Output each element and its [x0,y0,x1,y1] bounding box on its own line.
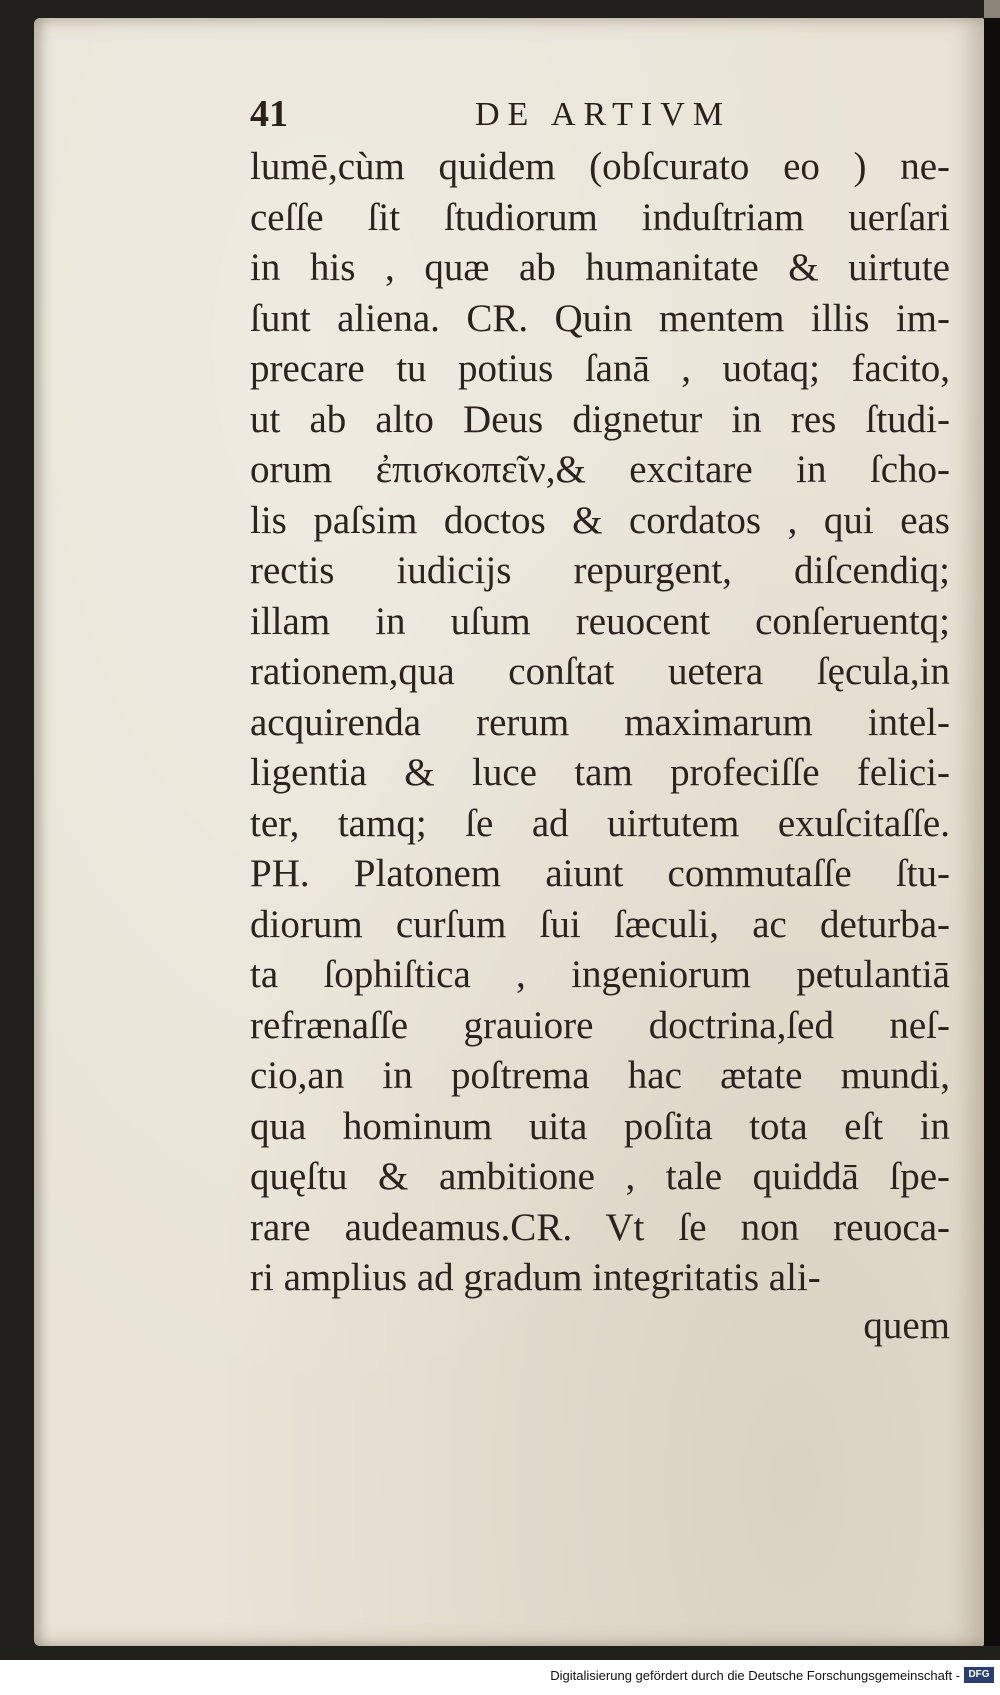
footer-bar [0,1660,1000,1695]
text-line: orum ἐπισκοπεῖν,& excitare in ſcho- [250,448,950,491]
text-line: rare audeamus.CR. Vt ſe non reuoca- [250,1205,950,1249]
text-line: rationem,qua conſtat uetera ſęcula,in [250,650,950,693]
running-head: DE ARTIVM [475,96,732,133]
digitization-credit: Digitalisierung gefördert durch die Deutsche Forschungsgemeinschaft - [550,1668,960,1683]
text-line: ſunt aliena. CR. Quin mentem illis im- [250,296,950,340]
text-line: acquirenda rerum maximarum intel- [250,700,950,744]
text-line: quęſtu & ambitione , tale quiddā ſpe- [250,1155,950,1198]
text-line: ut ab alto Deus dignetur in res ſtudi- [250,397,950,441]
text-line: ceſſe ſit ſtudiorum induſtriam uerſari [250,195,950,239]
text-block [250,142,950,1304]
text-line: lis paſsim doctos & cordatos , qui eas [250,498,950,542]
text-line: lumē,cùm quidem (obſcurato eo ) ne- [250,145,950,188]
text-line: diorum curſum ſui ſæculi, ac deturba- [250,902,950,946]
page-header [250,92,950,142]
text-line: illam in uſum reuocent conſeruentq; [250,599,950,643]
text-line: precare tu potius ſanā , uotaq; facito, [250,347,950,390]
scan-right-edge [984,18,1000,1646]
dfg-logo: DFG [964,1667,994,1683]
page-number: 41 [250,93,288,135]
catchword: quem [863,1304,950,1347]
text-line: ri amplius ad gradum integritatis ali- [250,1256,821,1299]
text-line: ter, tamq; ſe ad uirtutem exuſcitaſſe. [250,801,950,845]
text-line: cio,an in poſtrema hac ætate mundi, [250,1054,950,1097]
text-line: rectis iudicijs repurgent, diſcendiq; [250,549,950,592]
text-line: PH. Platonem aiunt commutaſſe ſtu- [250,852,950,895]
text-line: refrænaſſe grauiore doctrina,ſed neſ- [250,1003,950,1047]
scan-top-strip [984,0,1000,18]
text-line: ta ſophiſtica , ingeniorum petulantiā [250,953,950,996]
text-line: in his , quæ ab humanitate & uirtute [250,246,950,289]
text-line: ligentia & luce tam profeciſſe felici- [250,751,950,794]
text-line: qua hominum uita poſita tota eſt in [250,1104,950,1148]
